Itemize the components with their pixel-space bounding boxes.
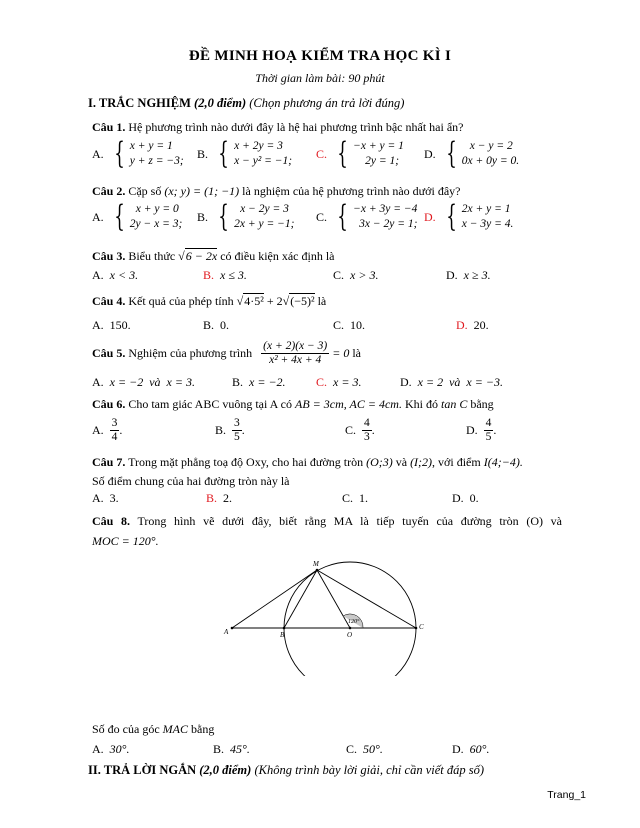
equation-line: x − 2y = 3 bbox=[240, 203, 289, 215]
option-letter-correct: B. bbox=[203, 268, 215, 282]
equation-line: y + z = −3; bbox=[129, 155, 184, 167]
equation-line: x − y = 2 bbox=[469, 140, 513, 152]
point-b bbox=[283, 627, 286, 630]
option-letter: C. bbox=[316, 209, 328, 224]
q3-option-b[interactable] bbox=[203, 268, 247, 283]
numerator: (x + 2)(x − 3) bbox=[263, 340, 328, 352]
option-text: 45°. bbox=[230, 742, 250, 756]
label-angle: 120° bbox=[348, 619, 360, 625]
equation-rhs: = 0 bbox=[332, 346, 350, 360]
segment-mb bbox=[284, 570, 317, 628]
q1-option-d[interactable] bbox=[424, 136, 520, 171]
question-8-prompt bbox=[92, 722, 214, 737]
equation-line: x + 2y = 3 bbox=[234, 140, 283, 152]
equation-line: x + y = 0 bbox=[135, 203, 179, 215]
option-text: 20. bbox=[473, 318, 489, 332]
label-a: A bbox=[224, 628, 229, 636]
exam-duration: Thời gian làm bài: 90 phút bbox=[255, 71, 385, 85]
question-2 bbox=[92, 184, 460, 199]
label-c: C bbox=[419, 623, 424, 631]
option-letter-correct: C. bbox=[316, 146, 328, 161]
question-7-line2: Số điểm chung của hai đường tròn này là bbox=[92, 474, 290, 488]
numerator: 4 bbox=[364, 417, 370, 429]
option-letter: D. bbox=[466, 423, 478, 437]
equation-line: x − 3y = 4. bbox=[461, 218, 514, 230]
q6-option-d[interactable]: D. $\frac{4}{5}$ . bbox=[466, 417, 497, 443]
option-letter: D. bbox=[446, 268, 458, 282]
brace-icon: { bbox=[445, 199, 457, 234]
denominator: 4 bbox=[111, 431, 118, 443]
option-letter: C. bbox=[333, 268, 345, 282]
question-1 bbox=[92, 120, 463, 135]
label-b: B bbox=[280, 631, 285, 639]
q3-option-a[interactable] bbox=[92, 268, 138, 283]
geometry-figure bbox=[222, 556, 432, 676]
question-6-text: Cho tam giác ABC vuông tại A có bbox=[128, 397, 293, 411]
denominator: 5 bbox=[234, 431, 240, 443]
question-7-text: Trong mặt phẳng toạ độ Oxy, cho hai đường tròn bbox=[128, 455, 364, 469]
brace-icon: { bbox=[113, 136, 125, 171]
circle-2: (I;2) bbox=[410, 455, 433, 469]
question-8-label: Câu 8. bbox=[92, 514, 131, 528]
conjunction: và bbox=[395, 455, 408, 469]
question-6-math-b: tan C bbox=[440, 397, 468, 411]
equation-line: 3x − 2y = 1; bbox=[359, 218, 418, 230]
equation-line: 2y = 1; bbox=[365, 155, 400, 167]
question-3-text: Biểu thức bbox=[128, 249, 176, 263]
q4-option-b[interactable] bbox=[203, 318, 229, 333]
point-c bbox=[415, 627, 418, 630]
question-4-label: Câu 4. bbox=[92, 294, 126, 308]
question-5-text-end: là bbox=[352, 346, 362, 360]
q6-option-a[interactable]: A. $\frac{3}{4}$ . bbox=[92, 417, 123, 443]
q3-option-c[interactable] bbox=[333, 268, 378, 283]
q3-option-d[interactable] bbox=[446, 268, 491, 283]
section-2-label: II. TRẢ LỜI NGẮN bbox=[88, 763, 197, 777]
option-letter: D. bbox=[452, 742, 464, 756]
circle-1: (O;3) bbox=[366, 455, 393, 469]
q5-option-a[interactable] bbox=[92, 375, 195, 390]
q7-option-b[interactable] bbox=[206, 491, 232, 506]
section-2-note: (Không trình bày lời giải, chỉ cần viết đáp số) bbox=[254, 763, 485, 777]
equation-line: 2x + y = 1 bbox=[461, 203, 511, 215]
q8-option-c[interactable] bbox=[346, 742, 383, 757]
option-text: 3. bbox=[109, 491, 119, 505]
option-text: x = 2 và x = −3. bbox=[417, 375, 503, 389]
q4-option-d[interactable] bbox=[456, 318, 489, 333]
radicand: 4·5² bbox=[244, 294, 264, 308]
question-7-label: Câu 7. bbox=[92, 455, 126, 469]
equation-line: 2y − x = 3; bbox=[129, 218, 183, 230]
section-2-heading bbox=[88, 763, 484, 778]
q7-option-a[interactable] bbox=[92, 491, 119, 506]
option-letter: C. bbox=[342, 491, 354, 505]
question-6 bbox=[92, 397, 494, 412]
label-o: O bbox=[347, 631, 353, 639]
section-1-note: (Chọn phương án trả lời đúng) bbox=[249, 96, 405, 110]
question-3 bbox=[92, 249, 335, 264]
numerator: 3 bbox=[111, 417, 118, 429]
option-letter: A. bbox=[92, 268, 104, 282]
denominator: 3 bbox=[364, 431, 370, 443]
radicand: (−5)² bbox=[290, 294, 315, 308]
question-6-text-end: bằng bbox=[470, 397, 494, 411]
angle-moc: MOC = 120°. bbox=[92, 534, 159, 548]
brace-icon: { bbox=[445, 136, 457, 171]
equation-line: 0x + 0y = 0. bbox=[461, 155, 520, 167]
question-8 bbox=[92, 514, 562, 529]
option-letter: D. bbox=[400, 375, 412, 389]
option-letter: A. bbox=[92, 146, 104, 161]
radicand: 6 − 2x bbox=[185, 249, 218, 263]
question-5 bbox=[92, 340, 361, 367]
expression: √4·5² + 2√(−5)² bbox=[236, 294, 315, 308]
question-4-text: Kết quả của phép tính bbox=[128, 294, 234, 308]
option-letter: D. bbox=[424, 146, 436, 161]
q8-option-b[interactable] bbox=[213, 742, 250, 757]
option-text: 0. bbox=[220, 318, 230, 332]
option-letter: D. bbox=[452, 491, 464, 505]
option-letter: B. bbox=[215, 423, 227, 437]
question-6-label: Câu 6. bbox=[92, 397, 126, 411]
question-7 bbox=[92, 455, 523, 470]
option-text: x = 3. bbox=[333, 375, 362, 389]
option-letter: A. bbox=[92, 375, 104, 389]
tangent-ma bbox=[232, 570, 317, 628]
question-8-line2 bbox=[92, 534, 159, 549]
equation-line: 2x + y = −1; bbox=[234, 218, 295, 230]
numerator: 4 bbox=[485, 417, 492, 429]
equation-line: x − y² = −1; bbox=[234, 155, 293, 167]
q2-option-b[interactable] bbox=[197, 199, 295, 234]
option-letter-correct: C. bbox=[316, 375, 328, 389]
numerator: 3 bbox=[234, 417, 240, 429]
segment-mc bbox=[317, 570, 416, 628]
question-2-text: Cặp số bbox=[128, 184, 162, 198]
option-letter: C. bbox=[333, 318, 345, 332]
q6-option-c[interactable]: C. $\frac{4}{3}$ . bbox=[345, 417, 375, 443]
option-letter: B. bbox=[197, 146, 209, 161]
option-letter: B. bbox=[197, 209, 209, 224]
q1-option-c[interactable] bbox=[316, 136, 404, 171]
option-text: x < 3. bbox=[109, 268, 139, 282]
option-letter: A. bbox=[92, 423, 104, 437]
section-1-label: I. TRẮC NGHIỆM bbox=[88, 96, 191, 110]
section-1-heading bbox=[88, 96, 404, 111]
exam-title: ĐỀ MINH HOẠ KIỂM TRA HỌC KÌ I bbox=[188, 48, 452, 64]
q1-option-b[interactable] bbox=[197, 136, 293, 171]
section-1-points: (2,0 điểm) bbox=[194, 96, 247, 110]
prompt-text: Số đo của góc bbox=[92, 722, 160, 736]
option-letter: A. bbox=[92, 491, 104, 505]
q2-option-a[interactable] bbox=[92, 199, 183, 234]
q7-option-c[interactable] bbox=[342, 491, 368, 506]
question-3-label: Câu 3. bbox=[92, 249, 126, 263]
expression-mid: + 2 bbox=[263, 294, 283, 308]
question-1-label: Câu 1. bbox=[92, 120, 126, 134]
option-text: 0. bbox=[469, 491, 479, 505]
option-letter-correct: B. bbox=[206, 491, 218, 505]
section-2-points: (2,0 điểm) bbox=[199, 763, 252, 777]
q8-option-d[interactable] bbox=[452, 742, 489, 757]
brace-icon: { bbox=[218, 136, 229, 171]
option-letter: C. bbox=[345, 423, 357, 437]
angle-mac: MAC bbox=[162, 722, 188, 736]
question-4 bbox=[92, 294, 326, 309]
q5-option-b[interactable] bbox=[232, 375, 286, 390]
point-a bbox=[231, 627, 234, 630]
equation-fraction bbox=[261, 340, 329, 367]
q2-option-d[interactable] bbox=[424, 199, 514, 234]
point-m bbox=[316, 569, 319, 572]
option-text: x > 3. bbox=[350, 268, 379, 282]
option-letter: B. bbox=[203, 318, 215, 332]
question-2-label: Câu 2. bbox=[92, 184, 126, 198]
brace-icon: { bbox=[337, 199, 348, 234]
question-2-text-end: là nghiệm của hệ phương trình nào dưới đây? bbox=[242, 184, 461, 198]
option-letter: A. bbox=[92, 742, 104, 756]
question-8-text: Trong hình vẽ dưới đây, biết rằng MA là tiếp tuyến của đường tròn (O) và bbox=[137, 514, 562, 528]
option-text: x = −2. bbox=[249, 375, 286, 389]
sqrt-expression: √6 − 2x bbox=[178, 249, 218, 263]
brace-icon: { bbox=[337, 136, 348, 171]
option-text: 2. bbox=[223, 491, 233, 505]
label-m: M bbox=[313, 560, 319, 568]
question-4-text-end: là bbox=[317, 294, 327, 308]
q8-option-a[interactable] bbox=[92, 742, 129, 757]
prompt-text-end: bằng bbox=[191, 722, 215, 736]
option-letter: B. bbox=[213, 742, 225, 756]
option-letter-correct: D. bbox=[424, 209, 436, 224]
q6-option-b[interactable]: B. $\frac{3}{5}$ . bbox=[215, 417, 245, 443]
option-text: x = −2 và x = 3. bbox=[109, 375, 195, 389]
option-text: 1. bbox=[359, 491, 369, 505]
q5-option-c[interactable] bbox=[316, 375, 361, 390]
question-6-math: AB = 3cm, AC = 4cm. bbox=[295, 397, 402, 411]
brace-icon: { bbox=[113, 199, 125, 234]
brace-icon: { bbox=[218, 199, 229, 234]
option-text: 30°. bbox=[109, 742, 130, 756]
option-letter: C. bbox=[346, 742, 358, 756]
question-6-text-b: Khi đó bbox=[404, 397, 438, 411]
q7-option-d[interactable] bbox=[452, 491, 479, 506]
point-i: I(4;−4). bbox=[483, 455, 523, 469]
option-text: x ≥ 3. bbox=[463, 268, 491, 282]
q2-option-c[interactable] bbox=[316, 199, 418, 234]
equation-line: −x + y = 1 bbox=[353, 140, 404, 152]
option-text: x ≤ 3. bbox=[220, 268, 247, 282]
q4-option-a[interactable] bbox=[92, 318, 131, 333]
question-1-text: Hệ phương trình nào dưới đây là hệ hai phương trình bậc nhất hai ẩn? bbox=[128, 120, 464, 134]
option-letter: A. bbox=[92, 318, 104, 332]
equation-line: −x + 3y = −4 bbox=[353, 203, 418, 215]
option-letter: B. bbox=[232, 375, 244, 389]
denominator: 5 bbox=[485, 431, 492, 443]
option-text: 60°. bbox=[469, 742, 490, 756]
question-5-label: Câu 5. bbox=[92, 346, 126, 360]
question-5-text: Nghiệm của phương trình bbox=[128, 346, 253, 360]
option-text: 50°. bbox=[363, 742, 383, 756]
option-text: 150. bbox=[109, 318, 131, 332]
equation-line: x + y = 1 bbox=[129, 140, 173, 152]
denominator: x² + 4x + 4 bbox=[269, 354, 322, 366]
point-o bbox=[349, 627, 352, 630]
page-number: Trang_1 bbox=[547, 789, 586, 801]
option-letter: A. bbox=[92, 209, 104, 224]
question-3-text-end: có điều kiện xác định là bbox=[220, 249, 335, 263]
q4-option-c[interactable] bbox=[333, 318, 365, 333]
question-2-math: (x; y) = (1; −1) bbox=[164, 184, 240, 198]
option-text: 10. bbox=[350, 318, 366, 332]
option-letter-correct: D. bbox=[456, 318, 468, 332]
q1-option-a[interactable] bbox=[92, 136, 184, 171]
q5-option-d[interactable] bbox=[400, 375, 503, 390]
question-7-text-b: , với điểm bbox=[432, 455, 481, 469]
segment-mo bbox=[317, 570, 350, 628]
